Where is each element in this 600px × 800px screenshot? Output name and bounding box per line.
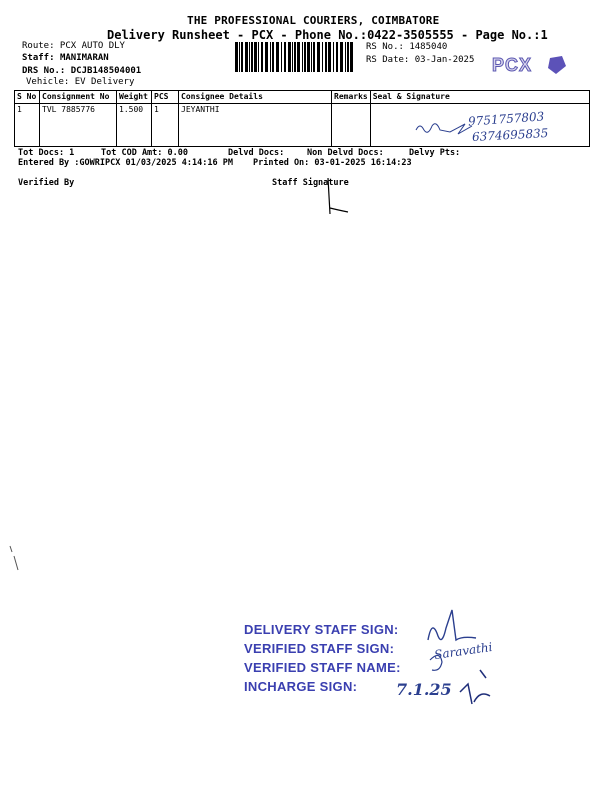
route-text: Route: PCX AUTO DLY bbox=[22, 41, 125, 51]
rs-number: RS No.: 1485040 bbox=[366, 42, 448, 52]
barcode-image bbox=[233, 42, 357, 72]
scan-mark bbox=[4, 540, 28, 580]
cell-sno: 1 bbox=[15, 104, 40, 147]
staff-signature-mark bbox=[318, 170, 358, 220]
runsheet-title: Delivery Runsheet - PCX - Phone No.:0422-3505555 - Page No.:1 bbox=[107, 28, 548, 42]
tot-docs: Tot Docs: 1 bbox=[18, 148, 75, 158]
pcx-logo-text: PCX bbox=[492, 55, 533, 75]
handwritten-phone-1: 9751757803 bbox=[467, 109, 545, 129]
stamp-line-2: VERIFIED STAFF SIGN: bbox=[244, 641, 395, 656]
rs-date: RS Date: 03-Jan-2025 bbox=[366, 55, 475, 65]
non-delvd-docs: Non Delvd Docs: bbox=[307, 148, 384, 158]
staff-value: MANIMARAN bbox=[59, 53, 109, 63]
staff-signature-label: Staff Signature bbox=[272, 178, 349, 188]
pcx-logo bbox=[490, 54, 568, 76]
handwritten-phone-2: 6374695835 bbox=[471, 126, 549, 144]
vehicle-text: Vehicle: EV Delivery bbox=[26, 77, 135, 87]
printed-on: Printed On: 03-01-2025 16:14:23 bbox=[253, 158, 412, 168]
tot-cod: Tot COD Amt: 0.00 bbox=[101, 148, 188, 158]
cell-consignment: TVL 7885776 bbox=[40, 104, 117, 147]
col-consignee: Consignee Details bbox=[179, 91, 332, 104]
company-title: THE PROFESSIONAL COURIERS, COIMBATORE bbox=[187, 14, 440, 27]
col-signature: Seal & Signature bbox=[370, 91, 589, 104]
verified-by-label: Verified By bbox=[18, 178, 75, 188]
col-sno: S No bbox=[15, 91, 40, 104]
stamp-line-4: INCHARGE SIGN: bbox=[244, 679, 358, 694]
cell-weight: 1.500 bbox=[117, 104, 152, 147]
handwritten-name: Saravathi bbox=[433, 639, 494, 663]
col-remarks: Remarks bbox=[332, 91, 371, 104]
stamp-line-1: DELIVERY STAFF SIGN: bbox=[244, 622, 399, 637]
col-consignment: Consignment No bbox=[40, 91, 117, 104]
staff-label: Staff: bbox=[22, 53, 55, 63]
drs-number: DRS No.: DCJB148504001 bbox=[22, 66, 142, 76]
col-weight: Weight bbox=[117, 91, 152, 104]
staff-row bbox=[22, 53, 109, 63]
cell-remarks bbox=[332, 104, 371, 147]
entered-by: Entered By :GOWRIPCX 01/03/2025 4:14:16 PM bbox=[18, 158, 233, 168]
delvy-pts: Delvy Pts: bbox=[409, 148, 461, 158]
cell-pcs: 1 bbox=[152, 104, 179, 147]
delvd-docs: Delvd Docs: bbox=[228, 148, 285, 158]
cell-consignee: JEYANTHI bbox=[179, 104, 332, 147]
handwritten-date: 7.1.25 bbox=[396, 680, 452, 699]
table-header-row bbox=[15, 91, 590, 104]
col-pcs: PCS bbox=[152, 91, 179, 104]
stamp-line-3: VERIFIED STAFF NAME: bbox=[244, 660, 401, 675]
